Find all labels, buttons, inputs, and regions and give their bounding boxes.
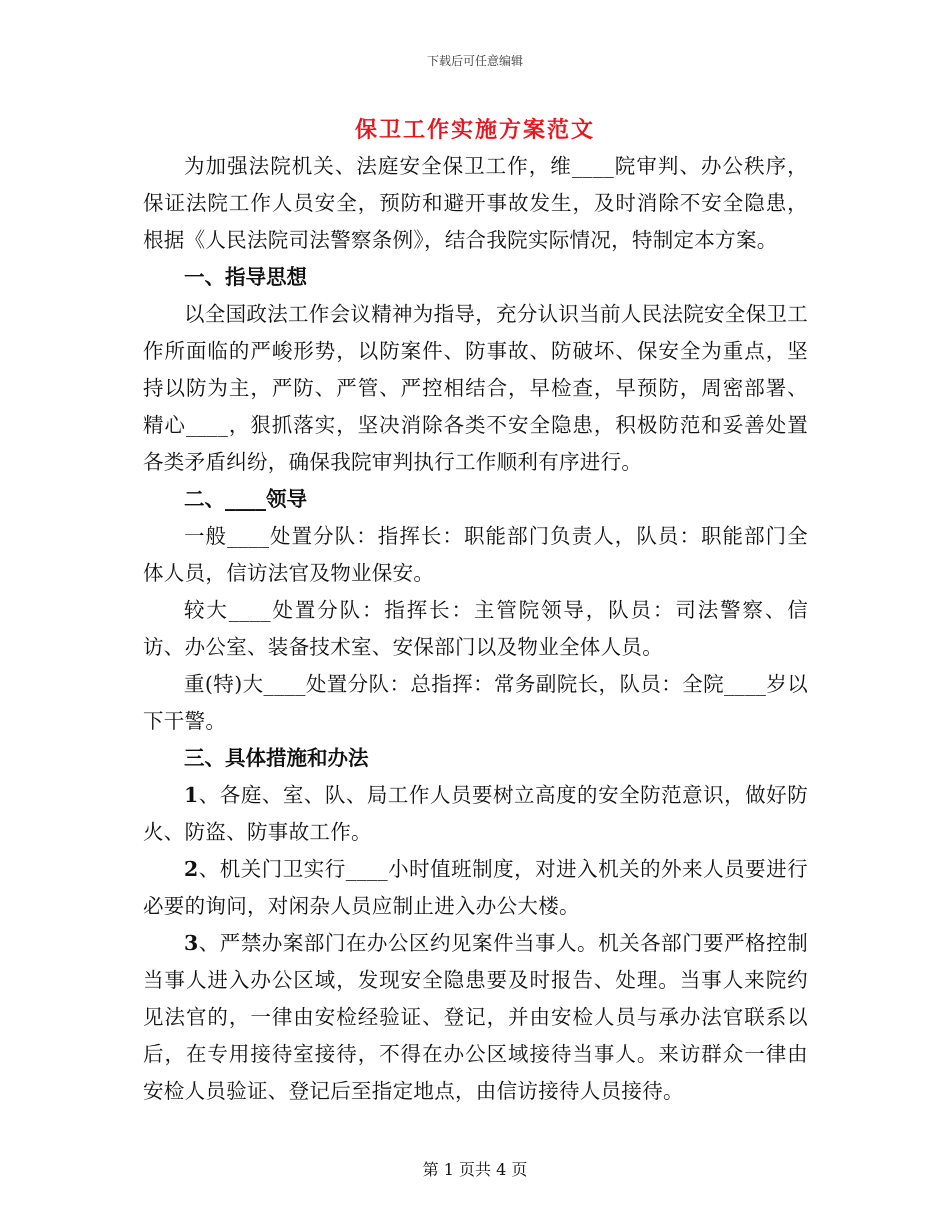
section3-item-2 [143,851,808,925]
item-number: 3 [184,931,199,955]
section2-heading: 二、____领导 [184,487,307,511]
page-footer: 第 1 页共 4 页 [422,1160,528,1179]
section2-paragraph-1: 一般____处置分队：指挥长：职能部门负责人，队员：职能部门全体人员，信访法官及物业保安。 [143,524,808,585]
section3-item-1 [143,777,808,851]
section1-body: 以全国政法工作会议精神为指导，充分认识当前人民法院安全保卫工作所面临的严峻形势，以防案件、防事故、防破坏、保安全为重点，坚持以防为主，严防、严管、严控相结合，早检查，早预防，周密部署、精心____，狠抓落实，坚决消除各类不安全隐患，积极防范和妥善处置各类矛盾纠纷，确保我院审判执行工作顺利有序进行。 [143,302,808,474]
section3-item-3 [143,925,808,1110]
item-number: 2 [184,857,199,881]
item-text: 、严禁办案部门在办公区约见案件当事人。机关各部门要严格控制当事人进入办公区域，发现安全隐患要及时报告、处理。当事人来院约见法官的，一律由安检经验证、登记，并由安检人员与承办法官联系以后，在专用接待室接待，不得在办公区域接待当事人。来访群众一律由安检人员验证、登记后至指定地点，由信访接待人员接待。 [143,931,808,1103]
item-text: 、各庭、室、队、局工作人员要树立高度的安全防范意识，做好防火、防盗、防事故工作。 [143,783,808,844]
intro-paragraph: 为加强法院机关、法庭安全保卫工作，维____院审判、办公秩序，保证法院工作人员安全，预防和避开事故发生，及时消除不安全隐患，根据《人民法院司法警察条例》，结合我院实际情况，特制定本方案。 [143,154,808,252]
section2-paragraph-3: 重(特)大____处置分队：总指挥：常务副院长，队员：全院____岁以下干警。 [143,672,808,733]
item-text: 、机关门卫实行____小时值班制度，对进入机关的外来人员要进行必要的询问，对闲杂人员应制止进入办公大楼。 [143,857,808,918]
document-title: 保卫工作实施方案范文 [354,117,595,143]
section1-heading: 一、指导思想 [184,265,307,289]
header-note: 下载后可任意编辑 [426,54,523,68]
section2-paragraph-2: 较大____处置分队：指挥长：主管院领导，队员：司法警察、信访、办公室、装备技术室、安保部门以及物业全体人员。 [143,598,808,659]
item-number: 1 [184,783,199,807]
document-body [143,148,808,1110]
section3-heading: 三、具体措施和办法 [184,746,369,770]
